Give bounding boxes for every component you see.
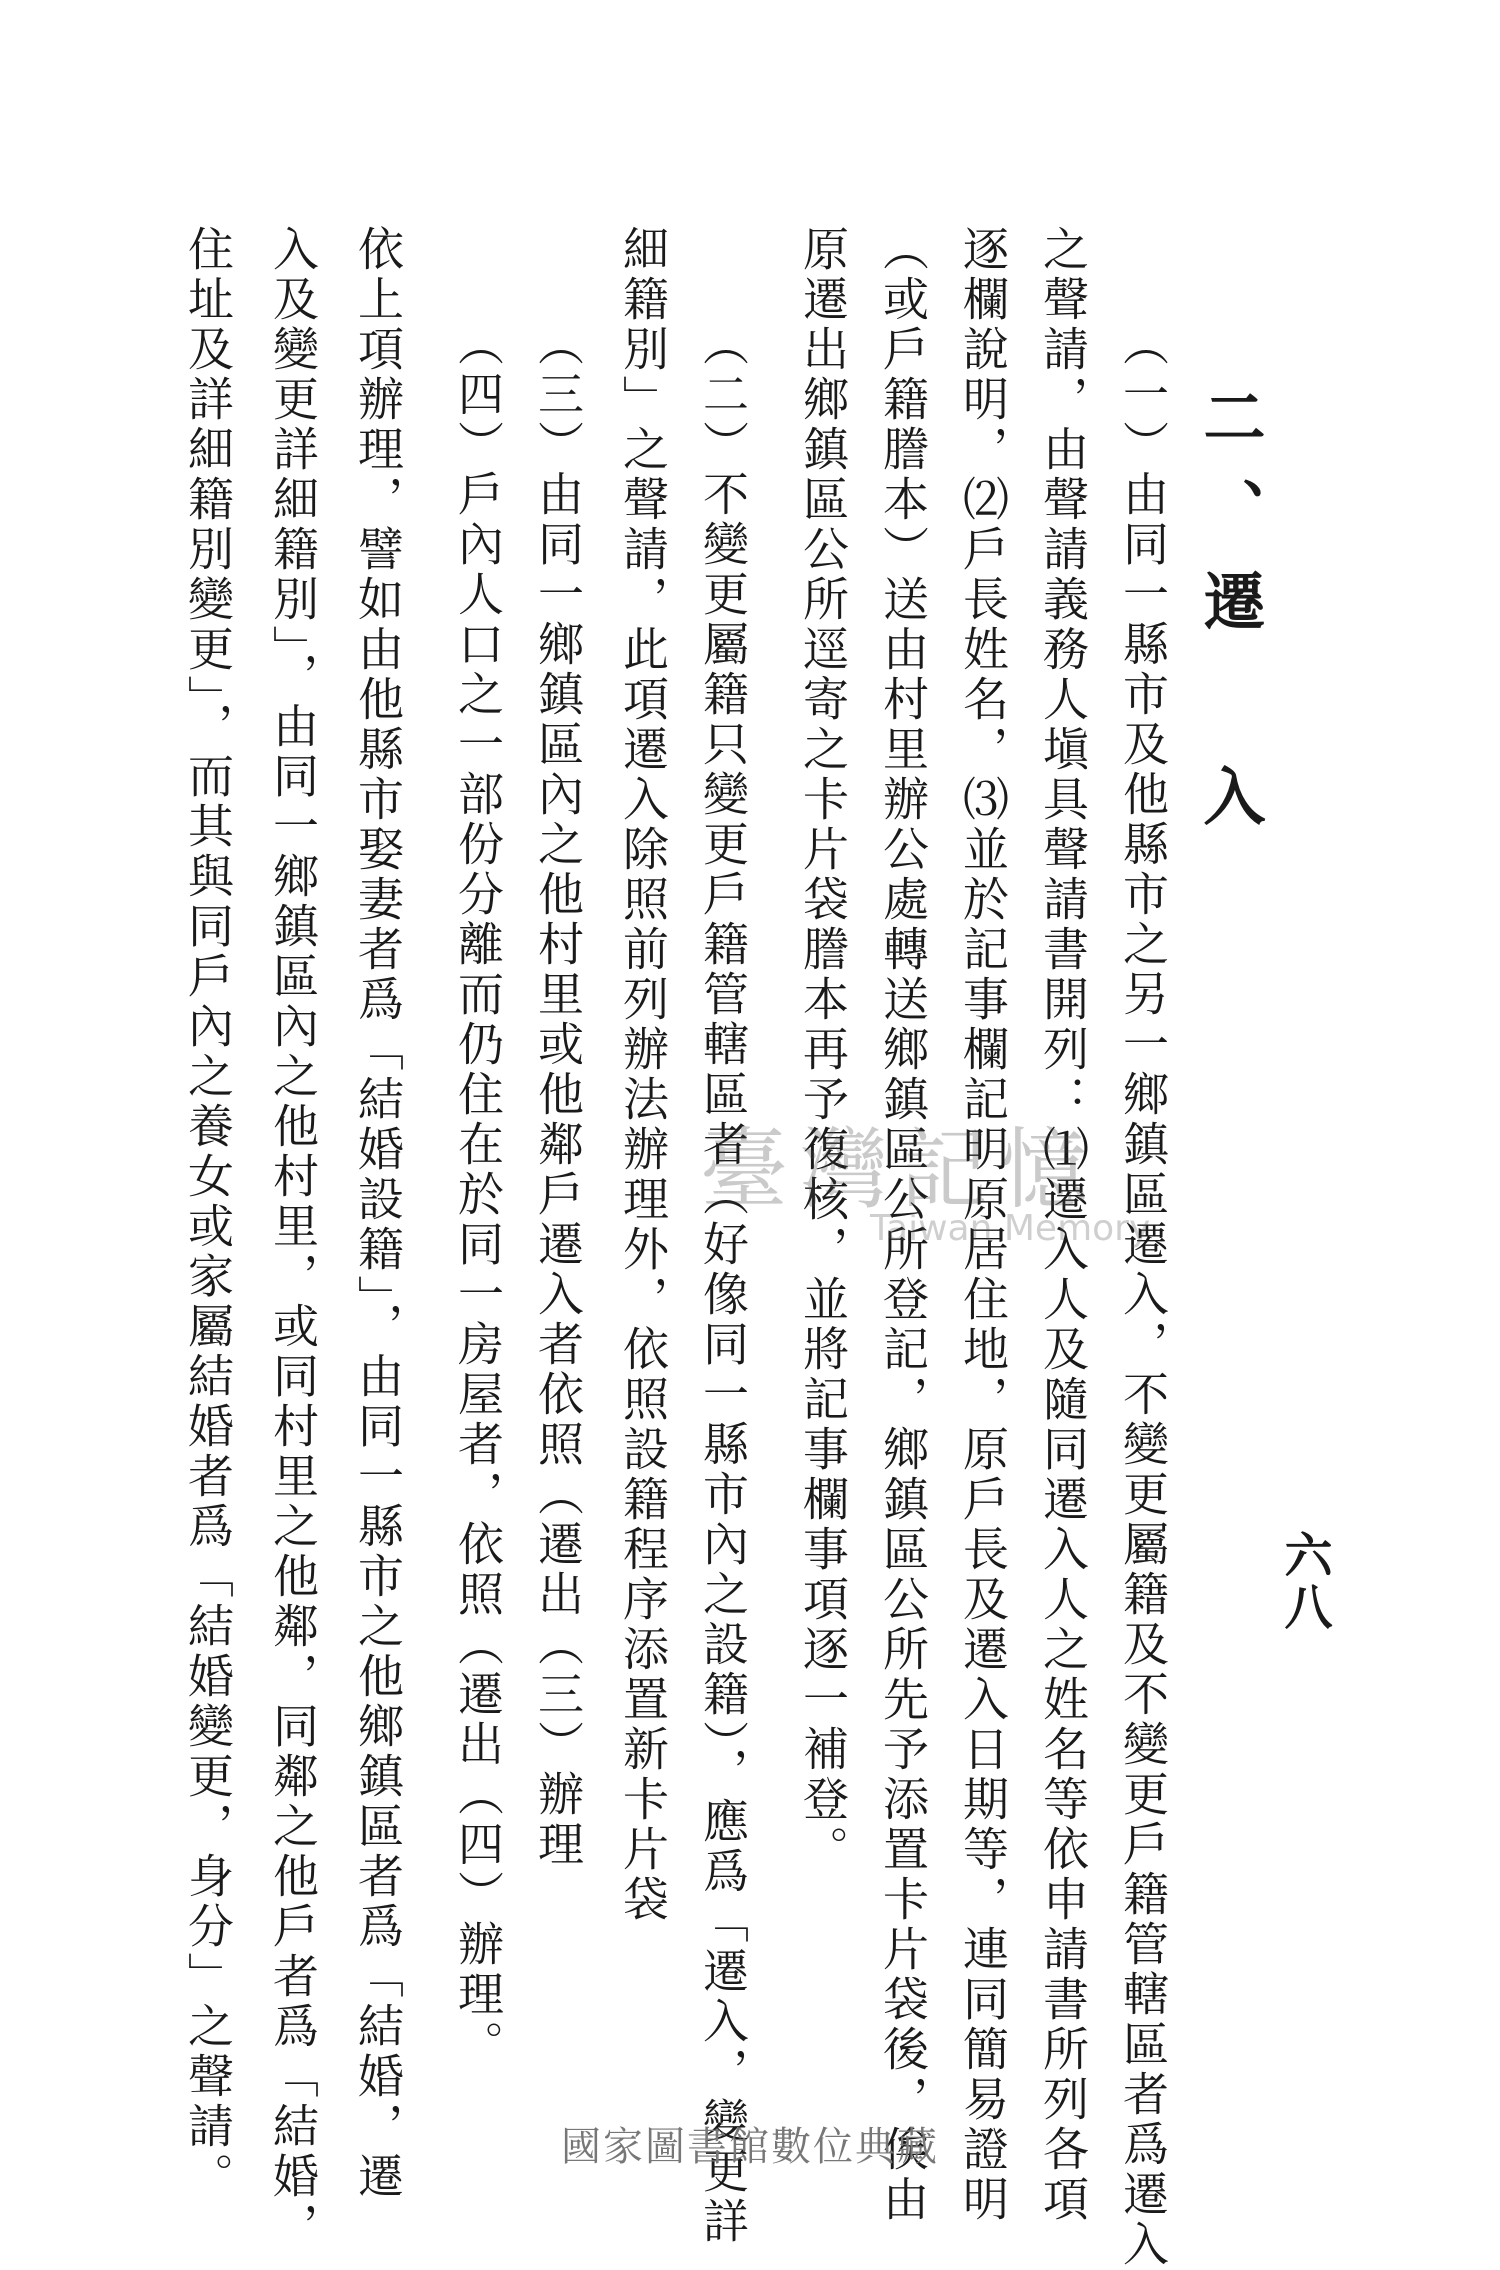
- text-column-2: 之聲請，由聲請義務人塡具聲請書開列：⑴遷入人及隨同遷入人之姓名等依申請書所列各項: [1036, 225, 1090, 2225]
- text-column-9: （四）戶內人口之一部份分離而仍住在於同一房屋者，依照（遷出（四）辦理。: [451, 320, 505, 2070]
- text-column-1: （一）由同一縣市及他縣市之另一鄉鎮區遷入，不變更屬籍及不變更戶籍管轄區者爲遷入: [1116, 320, 1170, 2270]
- text-column-5: 原遷出鄉鎮區公所逕寄之卡片袋謄本再予復核，並將記事欄事項逐一補登。: [796, 225, 850, 1875]
- text-column-6: （二）不變更屬籍只變更戶籍管轄區者（好像同一縣市內之設籍），應爲「遷入，變更詳: [696, 320, 750, 2247]
- text-column-12: 住址及詳細籍別變更」，而其與同戶內之養女或家屬結婚者爲「結婚變更，身分」之聲請。: [181, 225, 235, 2202]
- text-column-7: 細籍別」之聲請，此項遷入除照前列辦法辦理外，依照設籍程序添置新卡片袋: [616, 225, 670, 1925]
- page-number: 六八: [1276, 1530, 1332, 1634]
- footer-caption: 國家圖書館數位典藏: [561, 2124, 939, 2170]
- text-column-11: 入及變更詳細籍別」，由同一鄉鎮區內之他村里，或同村里之他鄰，同鄰之他戶者爲「結婚，: [266, 225, 320, 2252]
- text-column-3: 逐欄說明，⑵戶長姓名，⑶並於記事欄記明原居住地，原戶長及遷入日期等，連同簡易證明: [956, 225, 1010, 2225]
- text-column-4: （或戶籍謄本）送由村里辦公處轉送鄉鎮區公所登記，鄉鎮區公所先予添置卡片袋後，俟由: [876, 225, 930, 2225]
- text-column-10: 依上項辦理，譬如由他縣市娶妻者爲「結婚設籍」，由同一縣市之他鄉鎮區者爲「結婚，遷: [351, 225, 405, 2202]
- section-heading: 二、遷 入: [1193, 385, 1266, 856]
- text-column-8: （三）由同一鄉鎮區內之他村里或他鄰戶遷入者依照（遷出（三）辦理: [531, 320, 585, 1870]
- watermark-logo: 臺灣記憶 Taiwan Memory: [700, 1118, 1151, 1249]
